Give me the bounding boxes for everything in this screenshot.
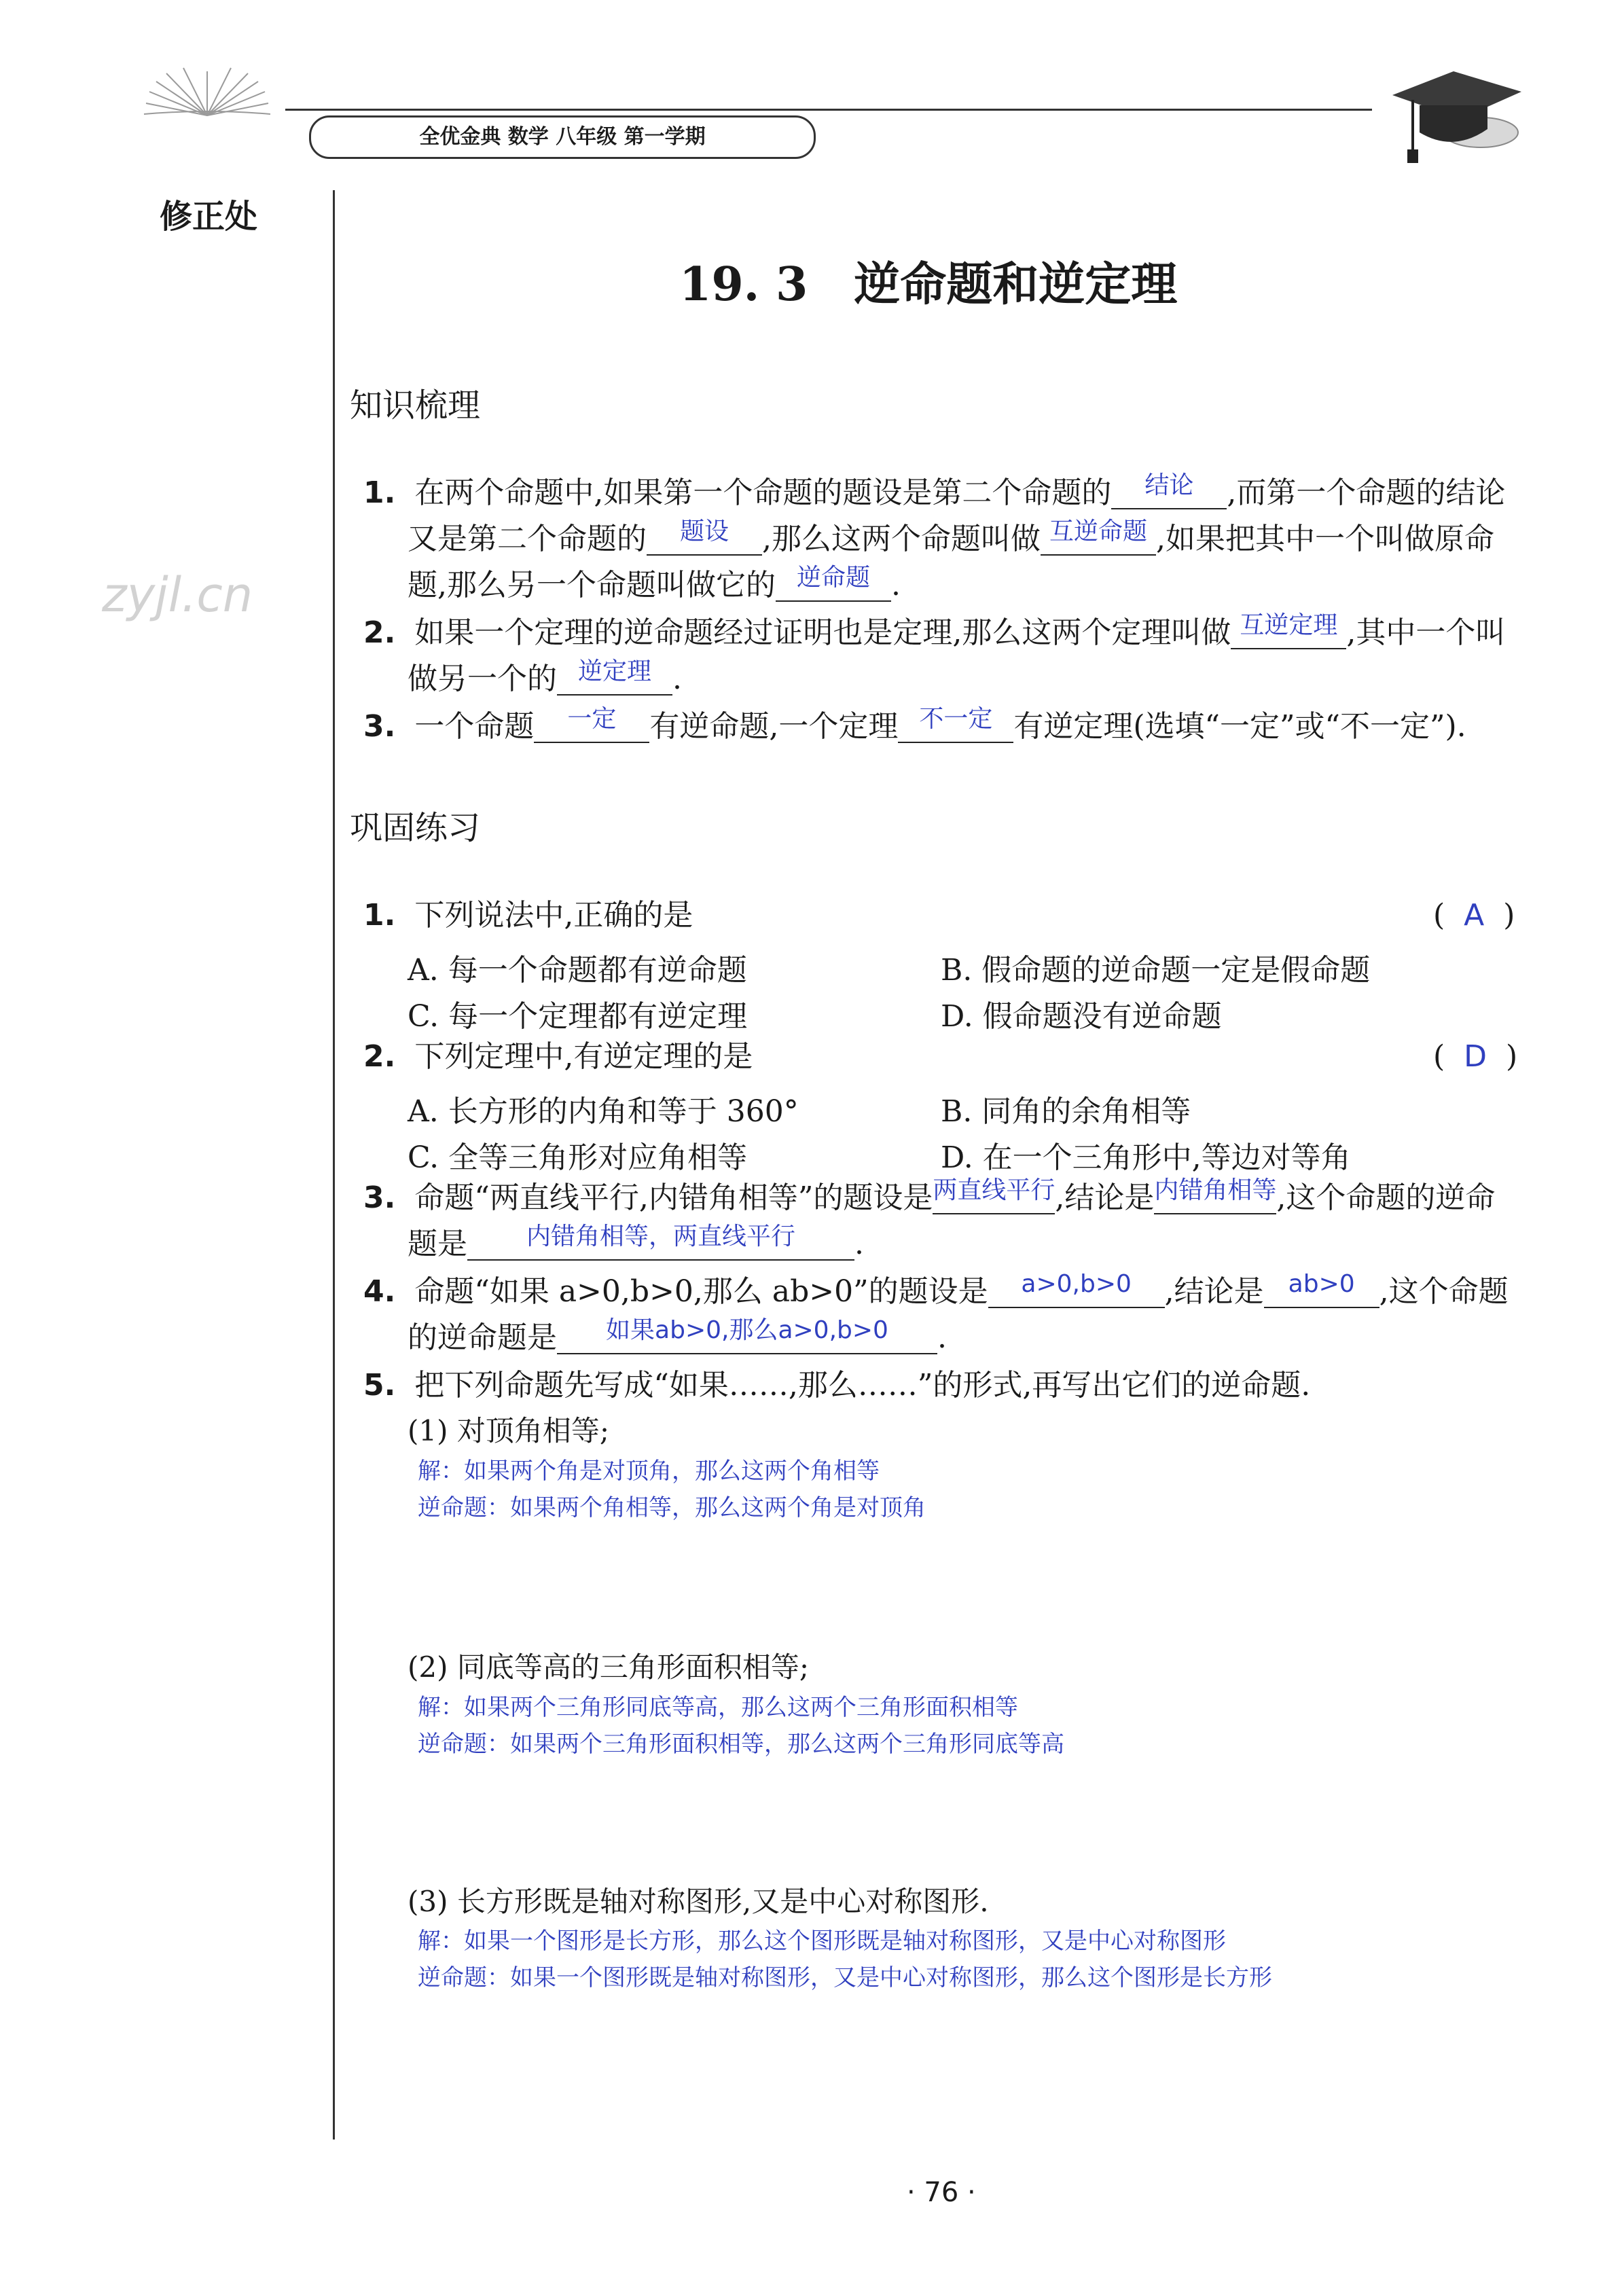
margin-divider: [333, 190, 335, 2139]
p-q1-option-a: A. 每一个命题都有逆命题: [408, 953, 747, 988]
answer: 题设: [679, 518, 729, 545]
k-q1-line3: 题,那么另一个命题叫做它的 $^{逆命题}$ .: [408, 564, 901, 602]
p-q2-option-d: D. 在一个三角形中,等边对等角: [941, 1140, 1351, 1175]
answer: 互逆定理: [1240, 611, 1338, 639]
p-q5-part3-solution: 解：如果一个图形是长方形，那么这个图形既是轴对称图形，又是中心对称图形: [418, 1928, 1226, 1955]
answer: 内错角相等，两直线平行: [526, 1223, 795, 1250]
p-q5-part1-label: (1) 对顶角相等;: [408, 1414, 609, 1447]
section-knowledge: 知识梳理: [350, 386, 481, 425]
p-q1-option-b: B. 假命题的逆命题一定是假命题: [941, 953, 1371, 988]
p-q1-option-d: D. 假命题没有逆命题: [941, 999, 1222, 1034]
answer: 不一定: [919, 705, 993, 733]
k-q2-line1: 2. 如果一个定理的逆命题经过证明也是定理,那么这两个定理叫做 $^{互逆定理}$ ,其中一个叫: [363, 611, 1506, 650]
watermark: zyjl.cn: [102, 567, 253, 623]
p-q1-answer-bracket: ( A ): [1433, 898, 1515, 933]
section-practice: 巩固练习: [350, 809, 481, 847]
p-q3-line1: 3. 命题“两直线平行,内错角相等”的题设是$^{两直线平行}$,结论是$^{内错角相等}$,这个命题的逆命: [363, 1176, 1496, 1215]
answer: 结论: [1144, 471, 1194, 499]
p-q5-part3-label: (3) 长方形既是轴对称图形,又是中心对称图形.: [408, 1885, 989, 1918]
p-q2-option-b: B. 同角的余角相等: [941, 1094, 1191, 1129]
answer: A: [1464, 898, 1485, 933]
p-q1-stem: 1. 下列说法中,正确的是: [363, 898, 693, 933]
margin-note: 修正处: [160, 198, 258, 236]
p-q5-stem: 5. 把下列命题先写成“如果……,那么……”的形式,再写出它们的逆命题.: [363, 1368, 1311, 1403]
answer: a>0,b>0: [1021, 1270, 1132, 1298]
p-q5-part1-inverse: 逆命题：如果两个角相等，那么这两个角是对顶角: [418, 1494, 926, 1521]
p-q5-part2-label: (2) 同底等高的三角形面积相等;: [408, 1650, 809, 1684]
header-rule: [285, 109, 1372, 111]
page-number: · 76 ·: [907, 2177, 976, 2208]
answer: D: [1464, 1039, 1487, 1074]
p-q5-part2-solution: 解：如果两个三角形同底等高，那么这两个三角形面积相等: [418, 1694, 1018, 1721]
graduation-cap-icon: [1386, 58, 1528, 166]
p-q4-line2: 的逆命题是 $^{如果ab>0,那么a>0,b>0}$ .: [408, 1316, 947, 1355]
answer: 互逆命题: [1049, 518, 1147, 545]
answer: 逆定理: [577, 657, 651, 685]
p-q3-line2: 题是 $^{内错角相等,两直线平行}$ .: [408, 1223, 864, 1261]
p-q2-stem: 2. 下列定理中,有逆定理的是: [363, 1039, 753, 1074]
p-q5-part2-inverse: 逆命题：如果两个三角形面积相等，那么这两个三角形同底等高: [418, 1731, 1064, 1758]
p-q5-part1-solution: 解：如果两个角是对顶角，那么这两个角相等: [418, 1458, 880, 1485]
k-q1-line1: 1. 在两个命题中,如果第一个命题的题设是第二个命题的 $^{结论}$ ,而第一个命题的结论: [363, 471, 1506, 510]
p-q2-answer-bracket: ( D ): [1433, 1039, 1518, 1074]
p-q2-option-c: C. 全等三角形对应角相等: [408, 1140, 748, 1175]
k-q1-line2: 又是第二个命题的 $^{题设}$ ,那么这两个命题叫做 $^{互逆命题}$ ,如果把其中一个叫做原命: [408, 518, 1494, 556]
k-q2-line2: 做另一个的 $^{逆定理}$ .: [408, 657, 682, 696]
page-title: 19. 3 逆命题和逆定理: [679, 257, 1178, 312]
p-q1-option-c: C. 每一个定理都有逆定理: [408, 999, 748, 1034]
header-banner: 全优金典 数学 八年级 第一学期: [309, 115, 816, 159]
k-q3-line1: 3. 一个命题 $^{一定}$ 有逆命题,一个定理 $^{不一定}$ 有逆定理(选填“一定”或“不一定”).: [363, 705, 1466, 744]
book-icon: [143, 61, 272, 122]
p-q5-part3-inverse: 逆命题：如果一个图形既是轴对称图形，又是中心对称图形，那么这个图形是长方形: [418, 1964, 1272, 1991]
p-q4-line1: 4. 命题“如果 a>0,b>0,那么 ab>0”的题设是 $^{a>0,b>0}$ ,结论是 $^{ab>0}$ ,这个命题: [363, 1270, 1509, 1309]
answer: 一定: [567, 705, 617, 733]
p-q2-option-a: A. 长方形的内角和等于 360°: [408, 1094, 799, 1129]
answer: 两直线平行: [933, 1176, 1055, 1204]
answer: 如果ab>0,那么a>0,b>0: [606, 1316, 888, 1344]
answer: 内错角相等: [1154, 1176, 1277, 1204]
answer: ab>0: [1288, 1270, 1355, 1298]
answer: 逆命题: [796, 564, 870, 592]
